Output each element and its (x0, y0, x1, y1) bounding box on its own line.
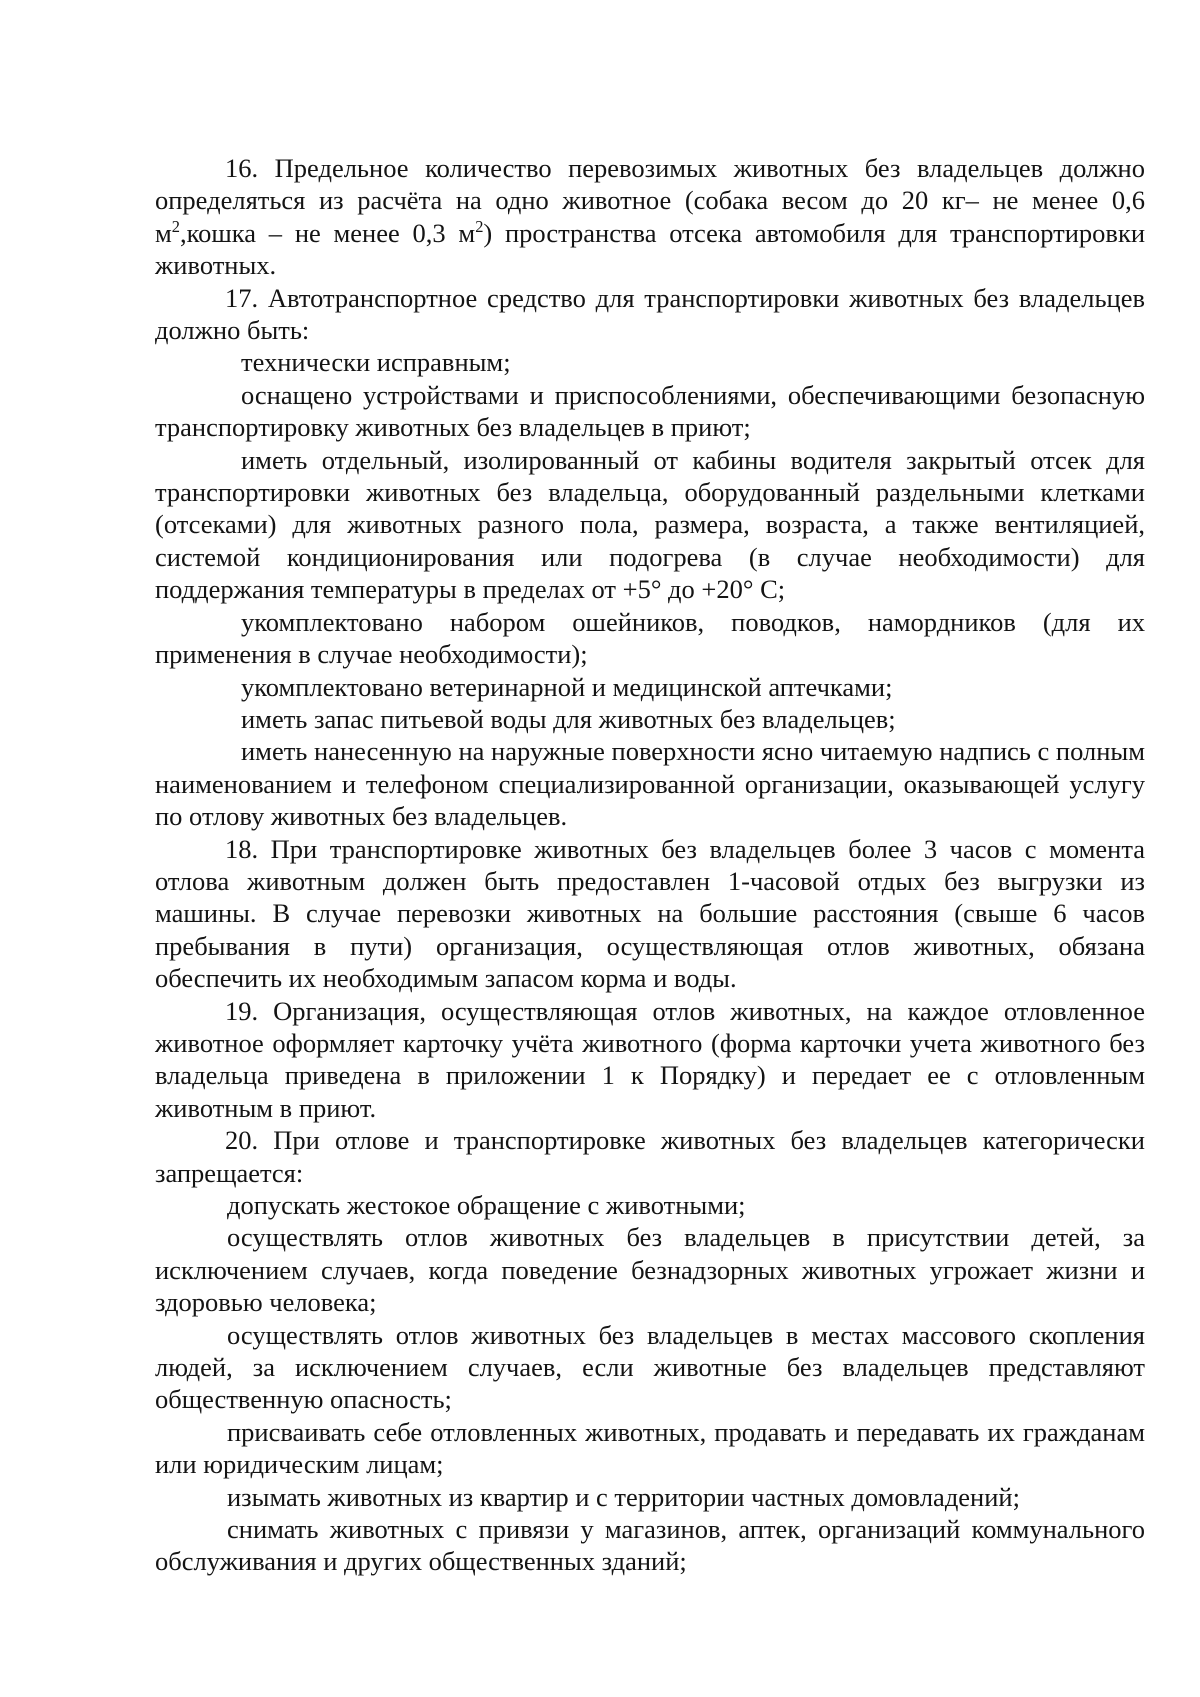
list-item: укомплектовано ветеринарной и медицинской аптечками; (241, 671, 893, 702)
list-item: укомплектовано набором ошейников, поводков, намордников (для их применения в случае необходимости); (155, 606, 1145, 670)
superscript-2: 2 (475, 216, 484, 236)
document-body (155, 152, 1145, 1578)
list-item: присваивать себе отловленных животных, продавать и передавать их гражданам или юридическим лицам; (155, 1416, 1145, 1480)
paragraph-16-text: 16. Предельное количество перевозимых животных без владельцев должно определяться из расчёта на одно животное (собака весом до 20 кг– не менее 0,6 м (155, 153, 1145, 248)
list-item: иметь запас питьевой воды для животных без владельцев; (241, 703, 896, 734)
list-item: осуществлять отлов животных без владельцев в местах массового скопления людей, за исключением случаев, если животные без владельцев представляют общественную опасность; (155, 1319, 1145, 1415)
list-item: технически исправным; (241, 347, 511, 378)
list-item: снимать животных с привязи у магазинов, аптек, организаций коммунального обслуживания и других общественных зданий; (155, 1514, 1145, 1577)
list-item: оснащено устройствами и приспособлениями, обеспечивающими безопасную транспортировку животных без владельцев в приют; (155, 379, 1145, 443)
list-item: осуществлять отлов животных без владельцев в присутствии детей, за исключением случаев, когда поведение безнадзорных животных угрожает жизни и здоровью человека; (155, 1222, 1145, 1318)
list-item: иметь отдельный, изолированный от кабины водителя закрытый отсек для транспортировки животных без владельца, оборудованный раздельными клетками (отсеками) для животных разного пола, размера, возраста, а также вентиляцией, системой кондиционирования или подогрева (в случае необходимости) для поддержания температуры в пределах от +5° до +20° С; (155, 444, 1145, 605)
paragraph-17: 17. Автотранспортное средство для транспортировки животных без владельцев должно быть: (155, 282, 1145, 346)
list-item: иметь нанесенную на наружные поверхности ясно читаемую надпись с полным наименованием и телефоном специализированной организации, оказывающей услугу по отлову животных без владельцев. (155, 736, 1145, 832)
paragraph-19: 19. Организация, осуществляющая отлов животных, на каждое отловленное животное оформляет карточку учёта животного (форма карточки учета животного без владельца приведена в приложении 1 к Порядку) и передает ее с отловленным животным в приют. (155, 995, 1145, 1123)
paragraph-18: 18. При транспортировке животных без владельцев более 3 часов с момента отлова животным должен быть предоставлен 1-часовой отдых без выгрузки из машины. В случае перевозки животных на большие расстояния (свыше 6 часов пребывания в пути) организация, осуществляющая отлов животных, обязана обеспечить их необходимым запасом корма и воды. (155, 833, 1145, 994)
paragraph-16-text: ,кошка – не менее 0,3 м (180, 217, 476, 248)
list-item: допускать жестокое обращение с животными; (227, 1190, 746, 1220)
paragraph-20: 20. При отлове и транспортировке животных без владельцев категорически запрещается: (155, 1125, 1145, 1188)
superscript-2: 2 (171, 216, 180, 236)
paragraph-16-text: ) пространства отсека автомобиля для транспортировки животных. (155, 217, 1146, 281)
paragraph-16 (155, 152, 1145, 282)
list-item: изымать животных из квартир и с территории частных домовладений; (227, 1481, 1020, 1512)
